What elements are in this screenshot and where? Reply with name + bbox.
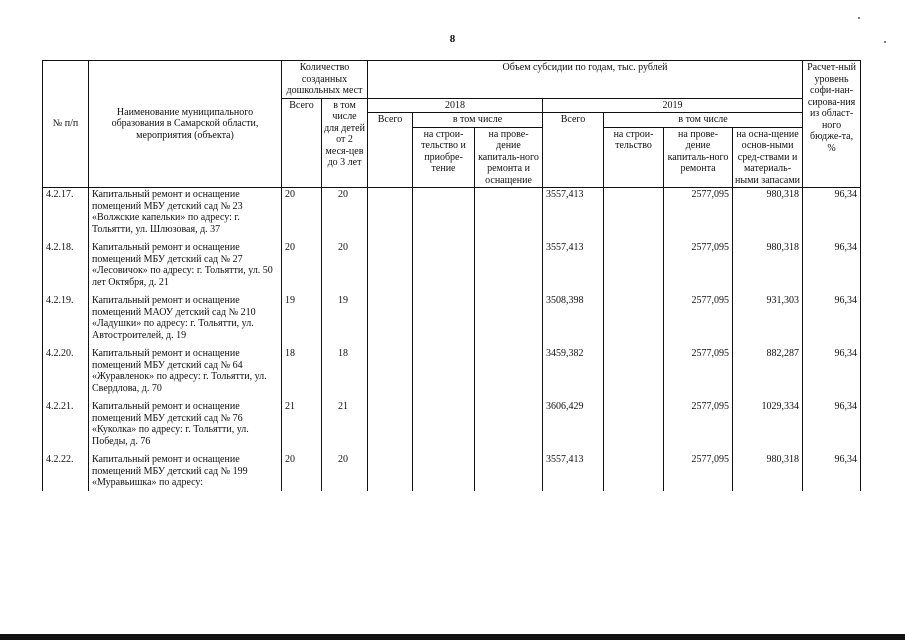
row-construction-2018 <box>413 400 475 453</box>
row-total-2019: 3557,413 <box>543 188 604 242</box>
table-row <box>43 188 861 242</box>
row-repair-2019: 2577,095 <box>664 241 733 294</box>
row-total-2018 <box>368 453 413 491</box>
row-equip-2019: 980,318 <box>733 453 803 491</box>
scan-bottom-edge <box>0 634 905 640</box>
row-equip-2019: 980,318 <box>733 241 803 294</box>
row-places-total: 20 <box>282 241 322 294</box>
row-construction-2018 <box>413 453 475 491</box>
row-rate: 96,34 <box>803 188 861 242</box>
row-num: 4.2.19. <box>43 294 89 347</box>
row-construction-2019 <box>604 347 664 400</box>
row-name: Капитальный ремонт и оснащение помещений МБУ детский сад № 76 «Куколка» по адресу: г. Тольятти, ул. Победы, д. 76 <box>89 400 282 453</box>
header-repair-2018: на прове-дение капиталь-ного ремонта и оснащение <box>475 127 543 188</box>
row-construction-2019 <box>604 400 664 453</box>
row-rate: 96,34 <box>803 241 861 294</box>
row-num: 4.2.21. <box>43 400 89 453</box>
row-places-total: 19 <box>282 294 322 347</box>
row-places-incl: 18 <box>322 347 368 400</box>
row-repair-2018 <box>475 241 543 294</box>
row-num: 4.2.20. <box>43 347 89 400</box>
row-total-2019: 3508,398 <box>543 294 604 347</box>
row-construction-2019 <box>604 188 664 242</box>
row-name: Капитальный ремонт и оснащение помещений МБУ детский сад № 23 «Волжские капельки» по адресу: г. Тольятти, ул. Шлюзовая, д. 37 <box>89 188 282 242</box>
row-repair-2019: 2577,095 <box>664 294 733 347</box>
row-num: 4.2.17. <box>43 188 89 242</box>
row-places-incl: 21 <box>322 400 368 453</box>
row-repair-2019: 2577,095 <box>664 453 733 491</box>
row-name: Капитальный ремонт и оснащение помещений МБУ детский сад № 27 «Лесовичок» по адресу: г. Тольятти, ул. 50 лет Октября, д. 21 <box>89 241 282 294</box>
header-total-2018: Всего <box>368 113 413 188</box>
row-total-2019: 3459,382 <box>543 347 604 400</box>
row-places-incl: 20 <box>322 188 368 242</box>
row-places-incl: 20 <box>322 453 368 491</box>
row-equip-2019: 931,303 <box>733 294 803 347</box>
header-name: Наименование муниципального образования в Самарской области, мероприятия (объекта) <box>89 61 282 188</box>
row-equip-2019: 882,287 <box>733 347 803 400</box>
row-total-2018 <box>368 294 413 347</box>
header-places: Количество созданных дошкольных мест <box>282 61 368 99</box>
row-total-2018 <box>368 347 413 400</box>
header-equip-2019: на осна-щение основ-ными сред-ствами и материаль-ными запасами <box>733 127 803 188</box>
row-equip-2019: 980,318 <box>733 188 803 242</box>
row-construction-2018 <box>413 294 475 347</box>
header-incl-2019: в том числе <box>604 113 803 128</box>
row-construction-2019 <box>604 453 664 491</box>
row-num: 4.2.22. <box>43 453 89 491</box>
table-row <box>43 347 861 400</box>
header-rate: Расчет-ный уровень софи-нан-сирова-ния из област-ного бюдже-та, % <box>803 61 861 188</box>
row-places-incl: 20 <box>322 241 368 294</box>
scan-speck <box>884 41 886 43</box>
header-construction-2019: на строи-тельство <box>604 127 664 188</box>
header-total-2019: Всего <box>543 113 604 188</box>
row-total-2019: 3557,413 <box>543 453 604 491</box>
row-places-total: 18 <box>282 347 322 400</box>
row-name: Капитальный ремонт и оснащение помещений МАОУ детский сад № 210 «Ладушки» по адресу: г. Тольятти, ул. Автостроителей, д. 19 <box>89 294 282 347</box>
scan-speck <box>858 17 860 19</box>
row-total-2019: 3606,429 <box>543 400 604 453</box>
row-construction-2019 <box>604 241 664 294</box>
row-repair-2019: 2577,095 <box>664 188 733 242</box>
subsidy-table <box>42 60 861 491</box>
table-row <box>43 294 861 347</box>
header-incl-2018: в том числе <box>413 113 543 128</box>
header-year-2018: 2018 <box>368 98 543 113</box>
row-name: Капитальный ремонт и оснащение помещений МБУ детский сад № 199 «Муравьишка» по адресу: <box>89 453 282 491</box>
table-row <box>43 400 861 453</box>
header-places-incl: в том числе для детей от 2 меся-цев до 3 лет <box>322 98 368 188</box>
row-construction-2019 <box>604 294 664 347</box>
row-rate: 96,34 <box>803 294 861 347</box>
header-subsidy: Объем субсидии по годам, тыс. рублей <box>368 61 803 99</box>
row-total-2018 <box>368 241 413 294</box>
row-places-total: 21 <box>282 400 322 453</box>
row-repair-2019: 2577,095 <box>664 347 733 400</box>
table-body <box>43 188 861 491</box>
row-total-2019: 3557,413 <box>543 241 604 294</box>
row-rate: 96,34 <box>803 453 861 491</box>
page-number: 8 <box>449 33 456 45</box>
header-year-2019: 2019 <box>543 98 803 113</box>
row-total-2018 <box>368 188 413 242</box>
row-places-total: 20 <box>282 453 322 491</box>
row-num: 4.2.18. <box>43 241 89 294</box>
row-construction-2018 <box>413 347 475 400</box>
row-repair-2019: 2577,095 <box>664 400 733 453</box>
row-repair-2018 <box>475 453 543 491</box>
row-places-total: 20 <box>282 188 322 242</box>
table-row <box>43 453 861 491</box>
row-rate: 96,34 <box>803 400 861 453</box>
row-equip-2019: 1029,334 <box>733 400 803 453</box>
row-repair-2018 <box>475 400 543 453</box>
table-header <box>43 61 861 188</box>
row-repair-2018 <box>475 188 543 242</box>
header-construction-2018: на строи-тельство и приобре-тение <box>413 127 475 188</box>
row-construction-2018 <box>413 241 475 294</box>
header-places-total: Всего <box>282 98 322 188</box>
header-num: № п/п <box>43 61 89 188</box>
row-repair-2018 <box>475 347 543 400</box>
row-construction-2018 <box>413 188 475 242</box>
row-total-2018 <box>368 400 413 453</box>
row-name: Капитальный ремонт и оснащение помещений МБУ детский сад № 64 «Журавленок» по адресу: г. Тольятти, ул. Свердлова, д. 70 <box>89 347 282 400</box>
row-rate: 96,34 <box>803 347 861 400</box>
row-repair-2018 <box>475 294 543 347</box>
table-row <box>43 241 861 294</box>
row-places-incl: 19 <box>322 294 368 347</box>
header-repair-2019: на прове-дение капиталь-ного ремонта <box>664 127 733 188</box>
